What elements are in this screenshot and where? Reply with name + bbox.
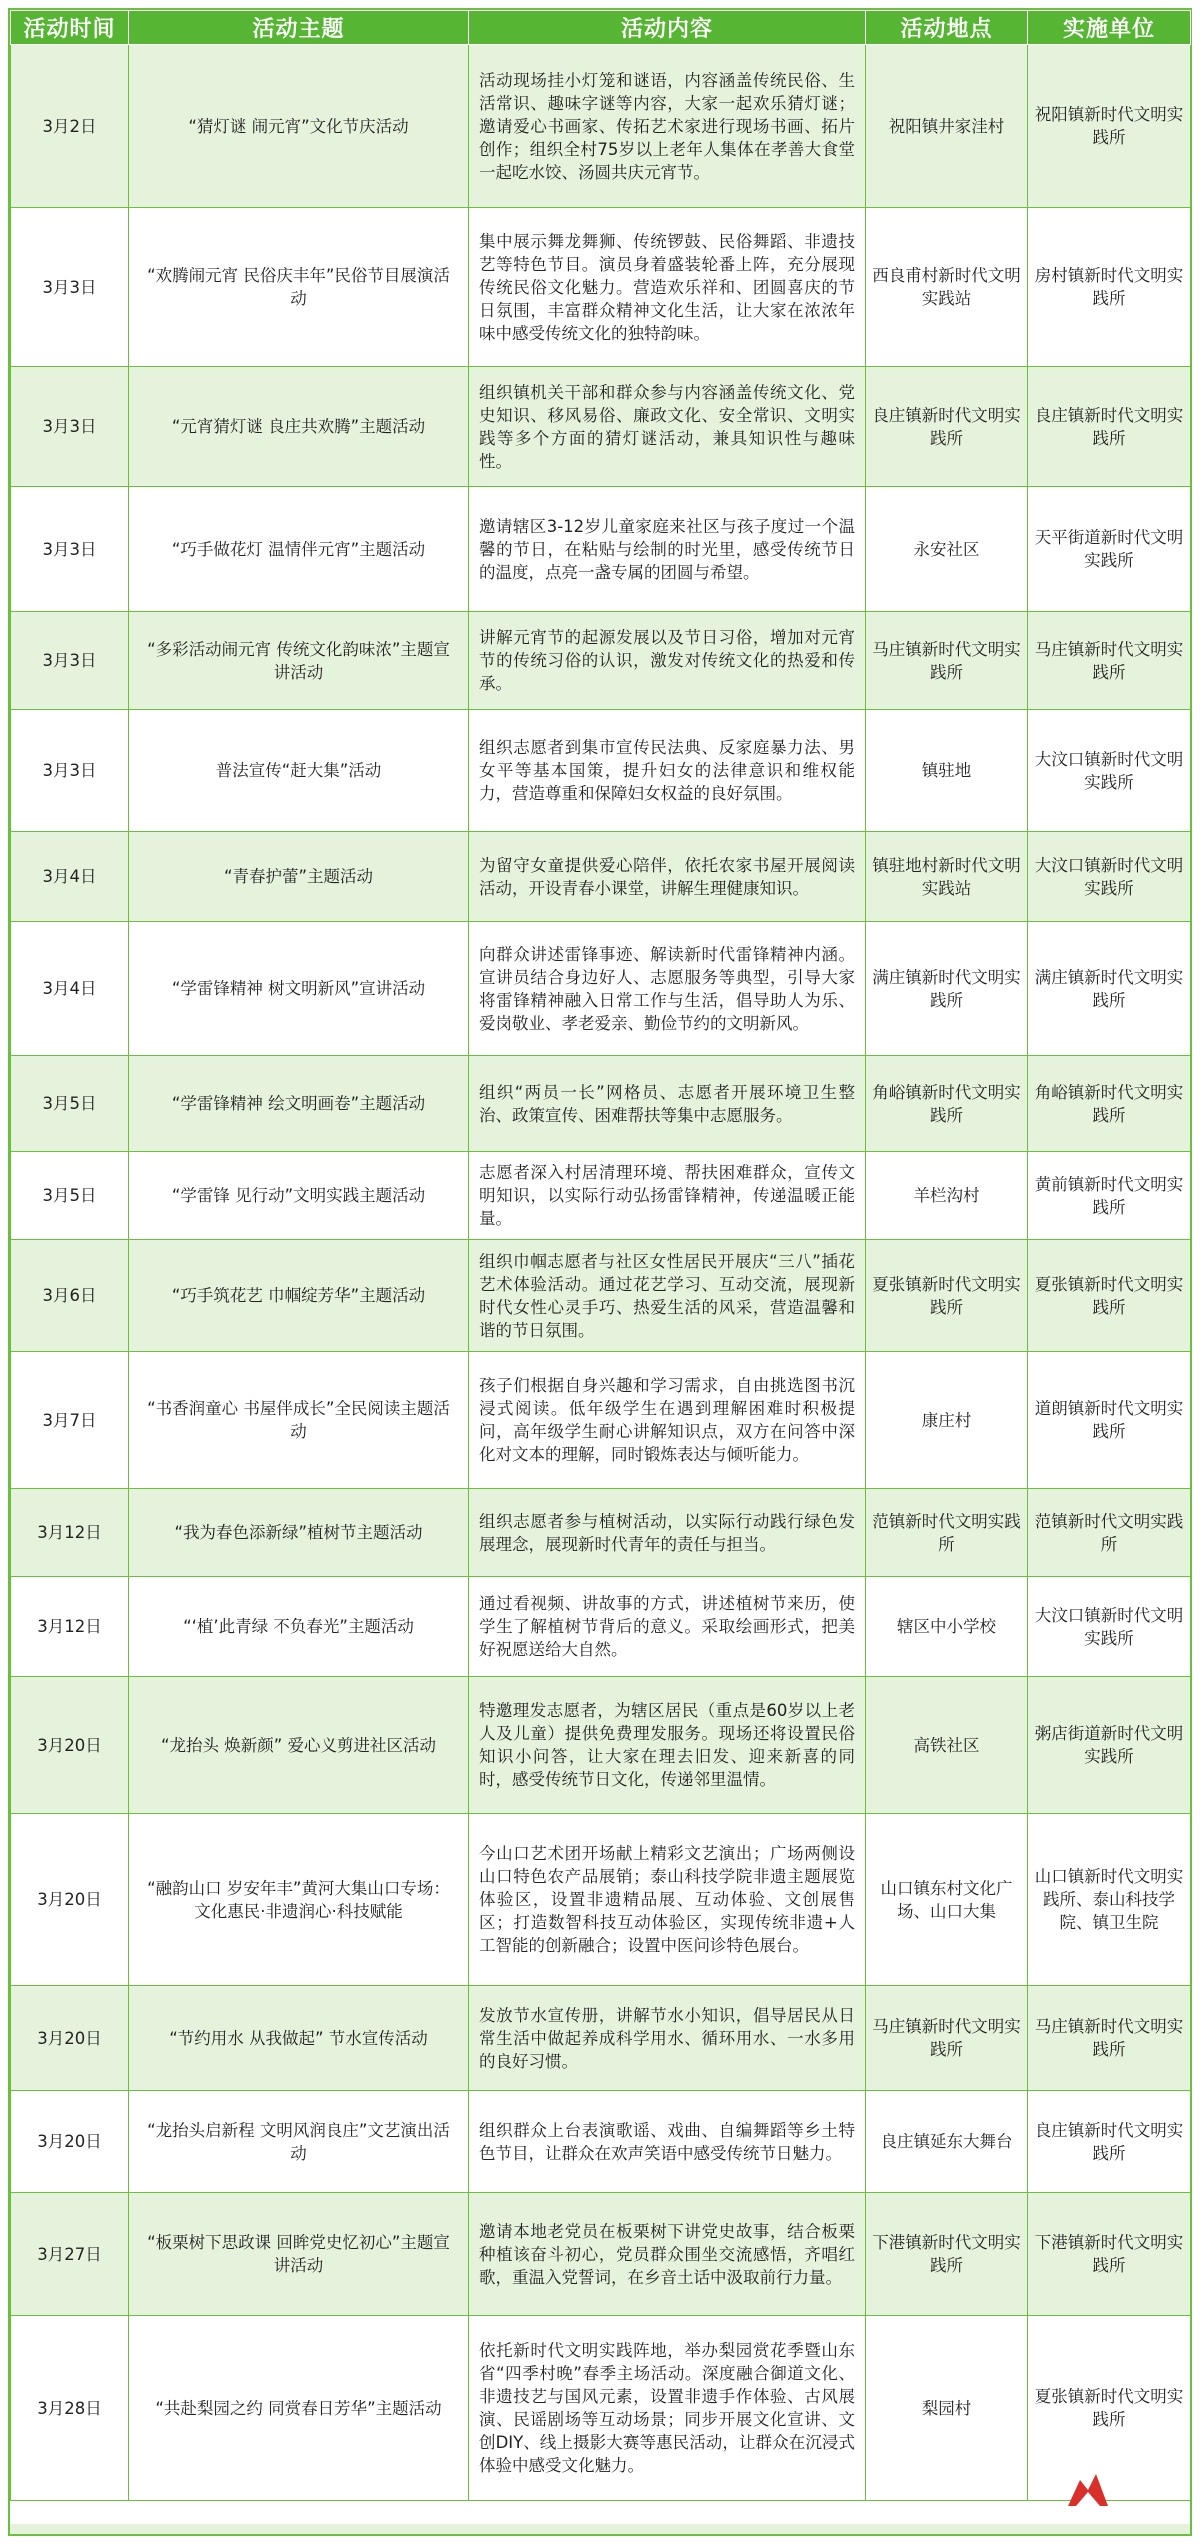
table-row [11, 2193, 1191, 2316]
cell-unit: 粥店街道新时代文明实践所 [1028, 1677, 1191, 1814]
cell-theme: “书香润童心 书屋伴成长”全民阅读主题活动 [129, 1352, 469, 1489]
cell-place: 梨园村 [866, 2316, 1028, 2501]
cell-unit: 山口镇新时代文明实践所、泰山科技学院、镇卫生院 [1028, 1814, 1191, 1986]
cell-date: 3月20日 [11, 1677, 129, 1814]
cell-unit: 良庄镇新时代文明实践所 [1028, 2091, 1191, 2193]
cell-content: 组织志愿者到集市宣传民法典、反家庭暴力法、男女平等基本国策，提升妇女的法律意识和维权能力，营造尊重和保障妇女权益的良好氛围。 [469, 710, 866, 832]
cell-place: 高铁社区 [866, 1677, 1028, 1814]
cell-place: 山口镇东村文化广场、山口大集 [866, 1814, 1028, 1986]
cell-date: 3月3日 [11, 612, 129, 710]
cell-place: 西良甫村新时代文明实践站 [866, 208, 1028, 367]
cell-theme: “‘植’此青绿 不负春光”主题活动 [129, 1577, 469, 1677]
cell-content: 特邀理发志愿者，为辖区居民（重点是60岁以上老人及儿童）提供免费理发服务。现场还将设置民俗知识小问答，让大家在理去旧发、迎来新喜的同时，感受传统节日文化，传递邻里温情。 [469, 1677, 866, 1814]
cell-unit: 大汶口镇新时代文明实践所 [1028, 1577, 1191, 1677]
cell-theme: “龙抬头 焕新颜” 爱心义剪进社区活动 [129, 1677, 469, 1814]
cell-theme: “巧手做花灯 温情伴元宵”主题活动 [129, 487, 469, 612]
table-row [11, 2316, 1191, 2501]
cell-content: 孩子们根据自身兴趣和学习需求，自由挑选图书沉浸式阅读。低年级学生在遇到理解困难时积极提问，高年级学生耐心讲解知识点，双方在问答中深化对文本的理解，同时锻炼表达与倾听能力。 [469, 1352, 866, 1489]
cell-date: 3月3日 [11, 710, 129, 832]
cell-place: 永安社区 [866, 487, 1028, 612]
cell-content: 发放节水宣传册，讲解节水小知识，倡导居民从日常生活中做起养成科学用水、循环用水、一水多用的良好习惯。 [469, 1986, 866, 2091]
cell-unit: 祝阳镇新时代文明实践所 [1028, 45, 1191, 208]
cell-place: 镇驻地村新时代文明实践站 [866, 832, 1028, 922]
cell-place: 下港镇新时代文明实践所 [866, 2193, 1028, 2316]
cell-theme: “猜灯谜 闹元宵”文化节庆活动 [129, 45, 469, 208]
cell-unit: 角峪镇新时代文明实践所 [1028, 1056, 1191, 1152]
cell-content: 组织“两员一长”网格员、志愿者开展环境卫生整治、政策宣传、困难帮扶等集中志愿服务。 [469, 1056, 866, 1152]
cell-place: 夏张镇新时代文明实践所 [866, 1240, 1028, 1352]
table-row [11, 1814, 1191, 1986]
cell-content: 依托新时代文明实践阵地，举办梨园赏花季暨山东省“四季村晚”春季主场活动。深度融合御道文化、非遗技艺与国风元素，设置非遗手作体验、古风展演、民谣剧场等互动场景；同步开展文化宣讲、文创DIY、线上摄影大赛等惠民活动，让群众在沉浸式体验中感受文化魅力。 [469, 2316, 866, 2501]
table-row [11, 612, 1191, 710]
cell-theme: “共赴梨园之约 同赏春日芳华”主题活动 [129, 2316, 469, 2501]
cell-theme: “巧手筑花艺 巾帼绽芳华”主题活动 [129, 1240, 469, 1352]
column-header-unit: 实施单位 [1028, 11, 1191, 45]
table-row [11, 487, 1191, 612]
cell-theme: “学雷锋精神 绘文明画卷”主题活动 [129, 1056, 469, 1152]
cell-date: 3月4日 [11, 832, 129, 922]
cell-content: 为留守女童提供爱心陪伴，依托农家书屋开展阅读活动，开设青春小课堂，讲解生理健康知识。 [469, 832, 866, 922]
cell-place: 满庄镇新时代文明实践所 [866, 922, 1028, 1056]
cell-theme: “我为春色添新绿”植树节主题活动 [129, 1489, 469, 1577]
cell-unit: 道朗镇新时代文明实践所 [1028, 1352, 1191, 1489]
cell-theme: “学雷锋 见行动”文明实践主题活动 [129, 1152, 469, 1240]
cell-date: 3月28日 [11, 2316, 129, 2501]
cell-place: 角峪镇新时代文明实践所 [866, 1056, 1028, 1152]
cell-content: 活动现场挂小灯笼和谜语，内容涵盖传统民俗、生活常识、趣味字谜等内容，大家一起欢乐猜灯谜；邀请爱心书画家、传拓艺术家进行现场书画、拓片创作；组织全村75岁以上老年人集体在孝善大食堂一起吃水饺、汤圆共庆元宵节。 [469, 45, 866, 208]
cell-unit: 下港镇新时代文明实践所 [1028, 2193, 1191, 2316]
table-row [11, 1152, 1191, 1240]
cell-place: 辖区中小学校 [866, 1577, 1028, 1677]
cell-content: 组织镇机关干部和群众参与内容涵盖传统文化、党史知识、移风易俗、廉政文化、安全常识、文明实践等多个方面的猜灯谜活动，兼具知识性与趣味性。 [469, 367, 866, 487]
cell-date: 3月20日 [11, 1814, 129, 1986]
table-row [11, 1489, 1191, 1577]
cell-content: 邀请辖区3-12岁儿童家庭来社区与孩子度过一个温馨的节日，在粘贴与绘制的时光里，感受传统节日的温度，点亮一盏专属的团圆与希望。 [469, 487, 866, 612]
table-row [11, 367, 1191, 487]
cell-place: 良庄镇延东大舞台 [866, 2091, 1028, 2193]
table-row [11, 1240, 1191, 1352]
column-header-date: 活动时间 [11, 11, 129, 45]
column-header-theme: 活动主题 [129, 11, 469, 45]
cell-unit: 马庄镇新时代文明实践所 [1028, 612, 1191, 710]
table-row [11, 1577, 1191, 1677]
cell-unit: 天平街道新时代文明实践所 [1028, 487, 1191, 612]
cell-date: 3月12日 [11, 1489, 129, 1577]
cell-theme: “学雷锋精神 树文明新风”宣讲活动 [129, 922, 469, 1056]
activity-schedule-table [10, 10, 1191, 2501]
cell-theme: “元宵猜灯谜 良庄共欢腾”主题活动 [129, 367, 469, 487]
table-row [11, 1352, 1191, 1489]
cell-place: 马庄镇新时代文明实践所 [866, 1986, 1028, 2091]
cell-unit: 马庄镇新时代文明实践所 [1028, 1986, 1191, 2091]
cell-unit: 满庄镇新时代文明实践所 [1028, 922, 1191, 1056]
cell-date: 3月20日 [11, 2091, 129, 2193]
cell-content: 组织巾帼志愿者与社区女性居民开展庆“三八”插花艺术体验活动。通过花艺学习、互动交流，展现新时代女性心灵手巧、热爱生活的风采，营造温馨和谐的节日氛围。 [469, 1240, 866, 1352]
cell-unit: 房村镇新时代文明实践所 [1028, 208, 1191, 367]
cell-content: 向群众讲述雷锋事迹、解读新时代雷锋精神内涵。宣讲员结合身边好人、志愿服务等典型，引导大家将雷锋精神融入日常工作与生活，倡导助人为乐、爱岗敬业、孝老爱亲、勤俭节约的文明新风。 [469, 922, 866, 1056]
cell-content: 集中展示舞龙舞狮、传统锣鼓、民俗舞蹈、非遗技艺等特色节目。演员身着盛装轮番上阵，充分展现传统民俗文化魅力。营造欢乐祥和、团圆喜庆的节日氛围，丰富群众精神文化生活，让大家在浓浓年味中感受传统文化的独特韵味。 [469, 208, 866, 367]
schedule-sheet [8, 8, 1192, 2536]
cell-content: 今山口艺术团开场献上精彩文艺演出；广场两侧设山口特色农产品展销；泰山科技学院非遗主题展览体验区，设置非遗精品展、互动体验、文创展售区；打造数智科技互动体验区，实现传统非遗+人工智能的创新融合；设置中医问诊特色展台。 [469, 1814, 866, 1986]
cell-date: 3月27日 [11, 2193, 129, 2316]
cell-place: 羊栏沟村 [866, 1152, 1028, 1240]
cell-place: 康庄村 [866, 1352, 1028, 1489]
table-row [11, 710, 1191, 832]
cell-unit: 夏张镇新时代文明实践所 [1028, 2316, 1191, 2501]
cell-theme: “节约用水 从我做起” 节水宣传活动 [129, 1986, 469, 2091]
cell-date: 3月3日 [11, 487, 129, 612]
cell-unit: 大汶口镇新时代文明实践所 [1028, 832, 1191, 922]
cell-date: 3月5日 [11, 1152, 129, 1240]
cell-theme: “融韵山口 岁安年丰”黄河大集山口专场：文化惠民·非遗润心·科技赋能 [129, 1814, 469, 1986]
cell-place: 祝阳镇井家洼村 [866, 45, 1028, 208]
cell-theme: “青春护蕾”主题活动 [129, 832, 469, 922]
table-header-row [11, 11, 1191, 45]
cell-date: 3月20日 [11, 1986, 129, 2091]
cell-theme: “多彩活动闹元宵 传统文化韵味浓”主题宣讲活动 [129, 612, 469, 710]
table-row [11, 1677, 1191, 1814]
cell-date: 3月5日 [11, 1056, 129, 1152]
cell-theme: 普法宣传“赶大集”活动 [129, 710, 469, 832]
cell-date: 3月7日 [11, 1352, 129, 1489]
cell-unit: 范镇新时代文明实践所 [1028, 1489, 1191, 1577]
cell-content: 志愿者深入村居清理环境、帮扶困难群众，宣传文明知识，以实际行动弘扬雷锋精神，传递温暖正能量。 [469, 1152, 866, 1240]
table-row [11, 1056, 1191, 1152]
cell-theme: “欢腾闹元宵 民俗庆丰年”民俗节目展演活动 [129, 208, 469, 367]
cell-content: 讲解元宵节的起源发展以及节日习俗，增加对元宵节的传统习俗的认识，激发对传统文化的热爱和传承。 [469, 612, 866, 710]
table-row [11, 922, 1191, 1056]
cell-unit: 夏张镇新时代文明实践所 [1028, 1240, 1191, 1352]
cell-place: 良庄镇新时代文明实践所 [866, 367, 1028, 487]
table-row [11, 2091, 1191, 2193]
table-body [11, 45, 1191, 2501]
table-row [11, 45, 1191, 208]
table-row [11, 208, 1191, 367]
cell-date: 3月3日 [11, 208, 129, 367]
cell-theme: “板栗树下思政课 回眸党史忆初心”主题宣讲活动 [129, 2193, 469, 2316]
cell-date: 3月2日 [11, 45, 129, 208]
cell-place: 马庄镇新时代文明实践所 [866, 612, 1028, 710]
cell-theme: “龙抬头启新程 文明风润良庄”文艺演出活动 [129, 2091, 469, 2193]
brand-logo-icon [1066, 2468, 1110, 2508]
table-row [11, 832, 1191, 922]
cell-content: 组织群众上台表演歌谣、戏曲、自编舞蹈等乡土特色节目，让群众在欢声笑语中感受传统节日魅力。 [469, 2091, 866, 2193]
column-header-content: 活动内容 [469, 11, 866, 45]
footer-strip [10, 2524, 1190, 2534]
cell-date: 3月3日 [11, 367, 129, 487]
cell-content: 邀请本地老党员在板栗树下讲党史故事，结合板栗种植该奋斗初心，党员群众围坐交流感悟，齐唱红歌，重温入党誓词，在乡音土话中汲取前行力量。 [469, 2193, 866, 2316]
cell-content: 通过看视频、讲故事的方式，讲述植树节来历，使学生了解植树节背后的意义。采取绘画形式，把美好祝愿送给大自然。 [469, 1577, 866, 1677]
cell-unit: 黄前镇新时代文明实践所 [1028, 1152, 1191, 1240]
cell-date: 3月12日 [11, 1577, 129, 1677]
cell-place: 镇驻地 [866, 710, 1028, 832]
cell-place: 范镇新时代文明实践所 [866, 1489, 1028, 1577]
table-row [11, 1986, 1191, 2091]
cell-content: 组织志愿者参与植树活动，以实际行动践行绿色发展理念，展现新时代青年的责任与担当。 [469, 1489, 866, 1577]
cell-unit: 良庄镇新时代文明实践所 [1028, 367, 1191, 487]
cell-date: 3月4日 [11, 922, 129, 1056]
cell-date: 3月6日 [11, 1240, 129, 1352]
cell-unit: 大汶口镇新时代文明实践所 [1028, 710, 1191, 832]
column-header-place: 活动地点 [866, 11, 1028, 45]
